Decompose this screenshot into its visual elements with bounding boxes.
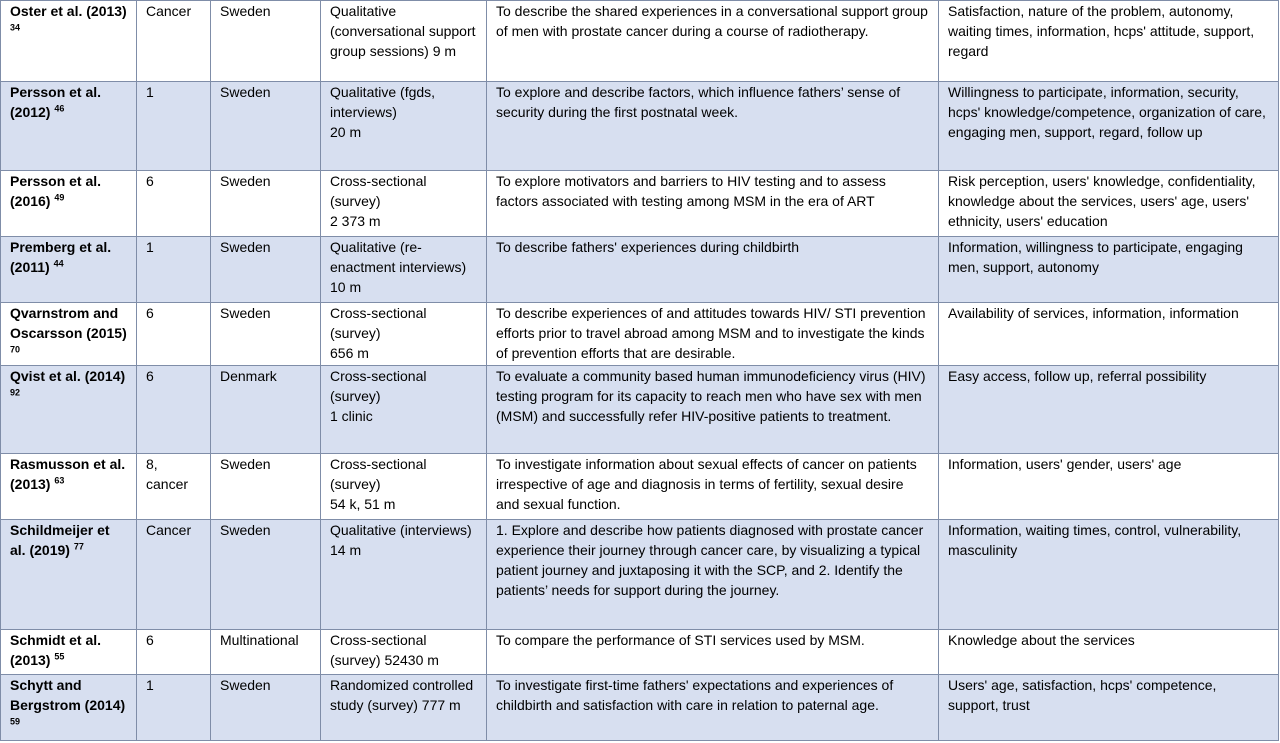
reference-number: 49 <box>54 192 65 203</box>
table-row <box>1 675 1279 741</box>
study-cell: Qvist et al. (2014) $^{92}$ <box>1 366 137 454</box>
reference-number: 59 <box>10 716 21 727</box>
study-cell: Persson et al. (2012) $^{46}$ <box>1 82 137 171</box>
code-cell: 1 <box>137 82 211 171</box>
aim-cell: To investigate information about sexual effects of cancer on patients irrespective of age and diagnosis in terms of fertility, sexual desire and sexual function. <box>487 454 939 520</box>
aim-cell: To investigate first-time fathers' expectations and experiences of childbirth and satisfaction with care in relation to paternal age. <box>487 675 939 741</box>
themes-cell: Information, waiting times, control, vulnerability, masculinity <box>939 520 1279 630</box>
reference-number: 70 <box>10 344 21 355</box>
code-cell: 6 <box>137 171 211 237</box>
themes-cell: Easy access, follow up, referral possibility <box>939 366 1279 454</box>
reference-number: 34 <box>10 22 21 33</box>
country-cell: Sweden <box>211 454 321 520</box>
code-cell: 6 <box>137 366 211 454</box>
reference-number: 63 <box>54 475 65 486</box>
table-row <box>1 366 1279 454</box>
aim-cell: To describe experiences of and attitudes towards HIV/ STI prevention efforts prior to travel abroad among MSM and to investigate the kinds of prevention efforts that are desirable. <box>487 303 939 366</box>
country-cell: Sweden <box>211 171 321 237</box>
themes-cell: Satisfaction, nature of the problem, autonomy, waiting times, information, hcps' attitude, support, regard <box>939 1 1279 82</box>
themes-cell: Willingness to participate, information, security, hcps' knowledge/competence, organization of care, engaging men, support, regard, follow up <box>939 82 1279 171</box>
themes-cell: Information, willingness to participate, engaging men, support, autonomy <box>939 237 1279 303</box>
design-cell: Cross-sectional (survey) 52430 m <box>321 630 487 675</box>
country-cell: Denmark <box>211 366 321 454</box>
design-cell: Cross-sectional (survey) 1 clinic <box>321 366 487 454</box>
aim-cell: To compare the performance of STI services used by MSM. <box>487 630 939 675</box>
themes-cell: Information, users' gender, users' age <box>939 454 1279 520</box>
design-cell: Qualitative (interviews) 14 m <box>321 520 487 630</box>
aim-cell: 1. Explore and describe how patients diagnosed with prostate cancer experience their journey through cancer care, by visualizing a typical patient journey and juxtaposing it with the SCP, and 2. Identify the patients’ needs for support during the journey. <box>487 520 939 630</box>
design-cell: Cross-sectional (survey) 54 k, 51 m <box>321 454 487 520</box>
themes-cell: Knowledge about the services <box>939 630 1279 675</box>
aim-cell: To explore motivators and barriers to HIV testing and to assess factors associated with testing among MSM in the era of ART <box>487 171 939 237</box>
reference-number: 44 <box>53 258 64 269</box>
country-cell: Sweden <box>211 82 321 171</box>
design-cell: Qualitative (fgds, interviews) 20 m <box>321 82 487 171</box>
reference-number: 46 <box>54 103 65 114</box>
table-row <box>1 630 1279 675</box>
design-cell: Qualitative (re-enactment interviews) 10 m <box>321 237 487 303</box>
country-cell: Sweden <box>211 520 321 630</box>
table-row <box>1 454 1279 520</box>
table-row <box>1 82 1279 171</box>
code-cell: Cancer <box>137 1 211 82</box>
studies-table-body <box>1 1 1279 741</box>
country-cell: Sweden <box>211 237 321 303</box>
themes-cell: Risk perception, users' knowledge, confidentiality, knowledge about the services, users' age, users' ethnicity, users' education <box>939 171 1279 237</box>
country-cell: Sweden <box>211 303 321 366</box>
aim-cell: To describe fathers' experiences during childbirth <box>487 237 939 303</box>
table-row <box>1 1 1279 82</box>
study-cell: Oster et al. (2013) $^{34}$ <box>1 1 137 82</box>
study-cell: Schmidt et al. (2013) $^{55}$ <box>1 630 137 675</box>
country-cell: Sweden <box>211 675 321 741</box>
code-cell: 6 <box>137 630 211 675</box>
country-cell: Sweden <box>211 1 321 82</box>
study-cell: Qvarnstrom and Oscarsson (2015) $^{70}$ <box>1 303 137 366</box>
study-cell: Premberg et al. (2011) $^{44}$ <box>1 237 137 303</box>
study-cell: Persson et al. (2016) $^{49}$ <box>1 171 137 237</box>
table-row <box>1 237 1279 303</box>
code-cell: Cancer <box>137 520 211 630</box>
design-cell: Randomized controlled study (survey) 777 m <box>321 675 487 741</box>
reference-number: 77 <box>73 541 84 552</box>
table-row <box>1 171 1279 237</box>
study-cell: Schildmeijer et al. (2019) $^{77}$ <box>1 520 137 630</box>
design-cell: Qualitative (conversational support group sessions) 9 m <box>321 1 487 82</box>
aim-cell: To describe the shared experiences in a conversational support group of men with prostate cancer during a course of radiotherapy. <box>487 1 939 82</box>
code-cell: 1 <box>137 675 211 741</box>
table-row <box>1 303 1279 366</box>
themes-cell: Availability of services, information, information <box>939 303 1279 366</box>
code-cell: 1 <box>137 237 211 303</box>
design-cell: Cross-sectional (survey) 2 373 m <box>321 171 487 237</box>
design-cell: Cross-sectional (survey) 656 m <box>321 303 487 366</box>
table-row <box>1 520 1279 630</box>
study-cell: Schytt and Bergstrom (2014) $^{59}$ <box>1 675 137 741</box>
aim-cell: To evaluate a community based human immunodeficiency virus (HIV) testing program for its capacity to reach men who have sex with men (MSM) and successfully refer HIV-positive patients to treatment. <box>487 366 939 454</box>
code-cell: 8, cancer <box>137 454 211 520</box>
code-cell: 6 <box>137 303 211 366</box>
themes-cell: Users' age, satisfaction, hcps' competence, support, trust <box>939 675 1279 741</box>
aim-cell: To explore and describe factors, which influence fathers’ sense of security during the first postnatal week. <box>487 82 939 171</box>
reference-number: 55 <box>54 651 65 662</box>
reference-number: 92 <box>10 387 21 398</box>
study-cell: Rasmusson et al. (2013) $^{63}$ <box>1 454 137 520</box>
country-cell: Multinational <box>211 630 321 675</box>
